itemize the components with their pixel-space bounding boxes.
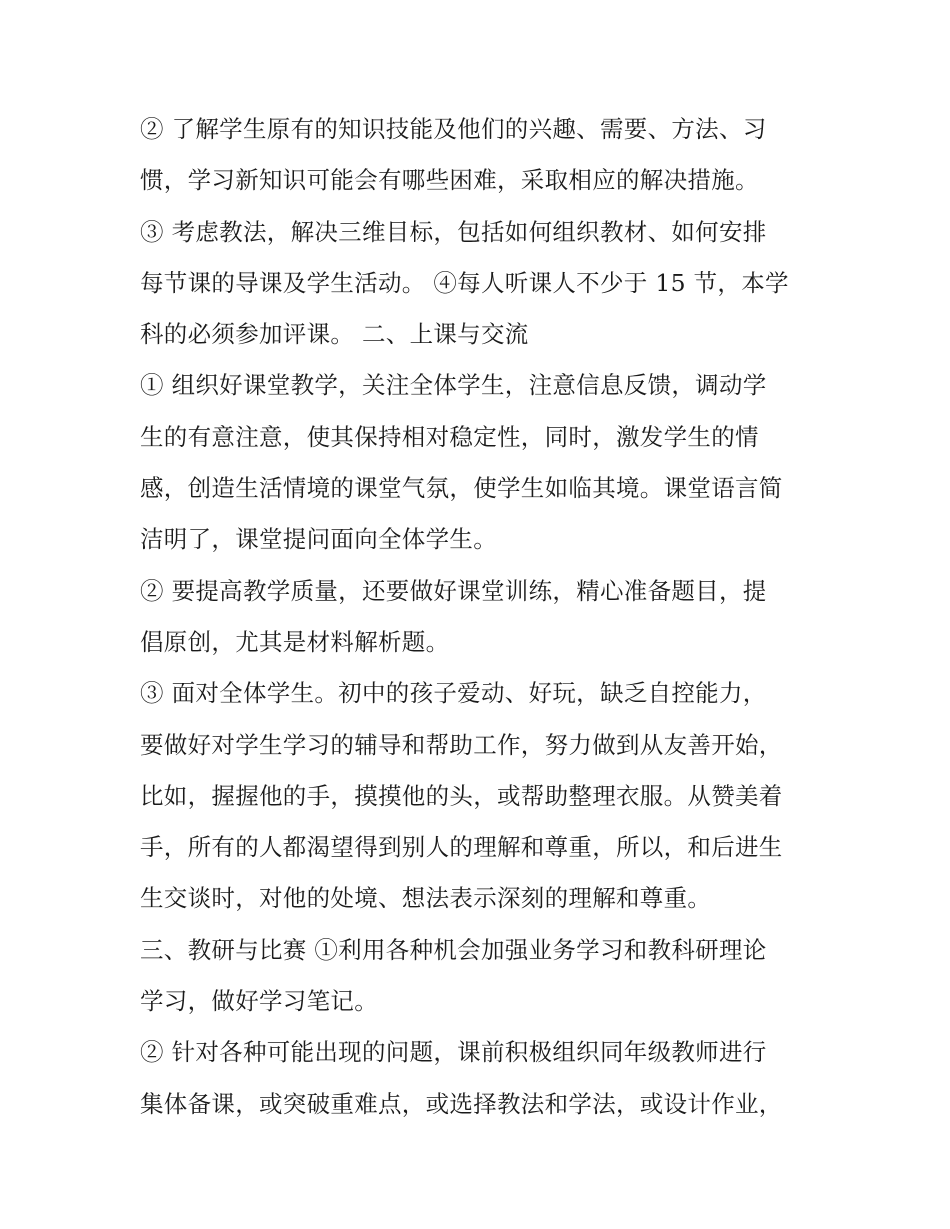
- text-line: 感，创造生活情境的课堂气氛，使学生如临其境。课堂语言简: [140, 474, 783, 503]
- text-line: ② 针对各种可能出现的问题，课前积极组织同年级教师进行: [140, 1038, 767, 1067]
- text-line: 三、教研与比赛 ①利用各种机会加强业务学习和教科研理论: [140, 935, 767, 964]
- text-line: 洁明了，课堂提问面向全体学生。: [140, 525, 497, 554]
- text-line: 每节课的导课及学生活动。 ④每人听课人不少于 15 节，本学: [140, 268, 789, 297]
- text-line: ② 了解学生原有的知识技能及他们的兴趣、需要、方法、习: [140, 115, 767, 143]
- text-line: 生的有意注意，使其保持相对稳定性，同时，激发学生的情: [140, 422, 759, 451]
- text-line: 生交谈时，对他的处境、想法表示深刻的理解和尊重。: [140, 884, 712, 913]
- text-line: 比如，握握他的手，摸摸他的头，或帮助整理衣服。从赞美着: [140, 781, 783, 810]
- text-line: 要做好对学生学习的辅导和帮助工作，努力做到从友善开始，: [140, 730, 783, 759]
- text-line: ② 要提高教学质量，还要做好课堂训练，精心准备题目，提: [140, 576, 767, 605]
- text-line: 手，所有的人都渴望得到别人的理解和尊重，所以，和后进生: [140, 833, 783, 862]
- text-line: ① 组织好课堂教学，关注全体学生，注意信息反馈，调动学: [140, 371, 767, 400]
- text-line: 集体备课，或突破重难点，或选择教法和学法，或设计作业，: [140, 1089, 783, 1118]
- text-line: 学习，做好学习笔记。: [140, 987, 378, 1016]
- text-line: ③ 考虑教法，解决三维目标，包括如何组织教材、如何安排: [140, 217, 767, 246]
- text-line: 惯，学习新知识可能会有哪些困难，采取相应的解决措施。: [140, 166, 759, 195]
- body-text: [140, 104, 820, 1130]
- text-line: 科的必须参加评课。 二、上课与交流: [140, 320, 529, 349]
- text-line: 倡原创，尤其是材料解析题。: [140, 627, 450, 656]
- text-line: ③ 面对全体学生。初中的孩子爱动、好玩，缺乏自控能力，: [140, 679, 767, 708]
